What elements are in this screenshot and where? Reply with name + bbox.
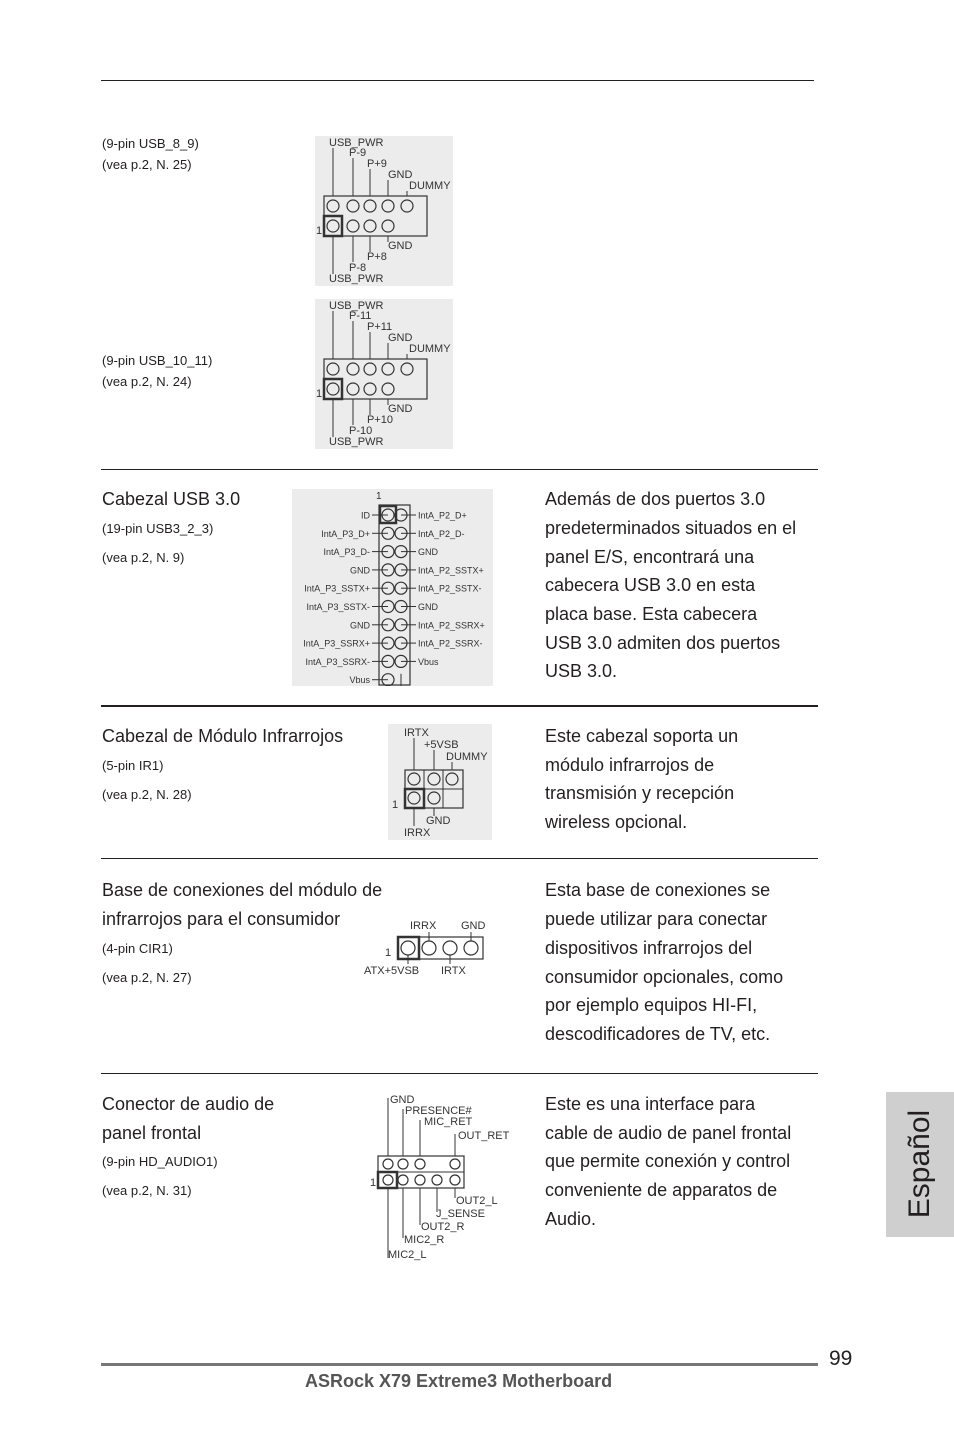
usb1011-label-usb-pwr-bottom: USB_PWR xyxy=(329,436,384,448)
ir-pins: (5-pin IR1) xyxy=(102,758,164,773)
ir-label-gnd: GND xyxy=(426,815,451,827)
usb3-right-pin-label: IntA_P2_SSTX- xyxy=(418,583,482,594)
usb3-left-pin-label: GND xyxy=(350,620,370,631)
ir-label-dummy: DUMMY xyxy=(446,751,488,763)
ir-title: Cabezal de Módulo Infrarrojos xyxy=(102,726,344,746)
usb89-label-usb-pwr-top: USB_PWR xyxy=(329,137,384,149)
audio-ref: (vea p.2, N. 31) xyxy=(102,1183,192,1198)
footer-rule xyxy=(101,1363,818,1366)
usb3-left-pin-label: ID xyxy=(361,510,370,521)
usb3-left-pin-label: GND xyxy=(350,565,370,576)
usb1011-label-dummy: DUMMY xyxy=(409,343,451,355)
usb3-left-pin-label: IntA_P3_SSRX+ xyxy=(303,638,370,649)
cir-ref: (vea p.2, N. 27) xyxy=(102,970,192,985)
usb3-left-pin-label: IntA_P3_D- xyxy=(323,547,370,558)
audio-label-presence: PRESENCE# xyxy=(405,1105,472,1117)
usb89-label-p-8: P-8 xyxy=(349,262,367,274)
page-number: 99 xyxy=(829,1347,853,1370)
ir-desc-line: módulo infrarrojos de xyxy=(545,755,715,775)
usb3-right-pin-label: IntA_P2_SSTX+ xyxy=(418,565,484,576)
usb3-right-pin-label: GND xyxy=(418,602,438,612)
usb3-desc-line: USB 3.0. xyxy=(545,661,618,681)
audio-desc-line: Audio. xyxy=(545,1209,597,1229)
audio-title-line1: Conector de audio de xyxy=(102,1094,275,1114)
cir-desc-line: descodificadores de TV, etc. xyxy=(545,1024,771,1044)
usb89-label-p+9: P+9 xyxy=(367,158,387,170)
cir-label-irrx: IRRX xyxy=(410,920,437,932)
usb1011-label-gnd-bottom: GND xyxy=(388,403,413,415)
language-side-tab xyxy=(886,1092,954,1237)
divider-usb3 xyxy=(101,469,818,470)
cir-pins: (4-pin CIR1) xyxy=(102,941,173,956)
divider-ir xyxy=(101,705,818,707)
usb89-label-usb-pwr-bottom: USB_PWR xyxy=(329,273,384,285)
divider-audio xyxy=(101,1073,818,1074)
cir-desc-line: puede utilizar para conectar xyxy=(545,909,768,929)
audio-label-j-sense: J_SENSE xyxy=(436,1208,485,1220)
usb89-ref: (vea p.2, N. 25) xyxy=(102,157,192,172)
usb3-header-diagram xyxy=(292,489,493,686)
audio-label-out2-l: OUT2_L xyxy=(456,1195,498,1207)
audio-label-mic2-r: MIC2_R xyxy=(404,1234,445,1246)
audio-label-out-ret: OUT_RET xyxy=(458,1130,510,1142)
usb3-left-pin-label: Vbus xyxy=(349,675,370,686)
usb1011-pin1-label: 1 xyxy=(316,388,323,400)
ir-desc-line: wireless opcional. xyxy=(545,812,688,832)
usb3-desc-line: Además de dos puertos 3.0 xyxy=(545,489,766,509)
ir-desc-line: transmisión y recepción xyxy=(545,783,735,803)
audio-desc-line: cable de audio de panel frontal xyxy=(545,1123,792,1143)
usb89-header-diagram xyxy=(315,136,453,286)
usb1011-label-gnd-top: GND xyxy=(388,332,413,344)
ir-pin1-label: 1 xyxy=(392,799,399,811)
usb1011-label-p-10: P-10 xyxy=(349,425,373,437)
usb89-label-p-9: P-9 xyxy=(349,147,367,159)
usb3-pin1-label: 1 xyxy=(376,491,382,502)
cir-label-atx5vsb: ATX+5VSB xyxy=(364,965,420,977)
audio-label-mic2-l: MIC2_L xyxy=(388,1249,427,1261)
usb1011-label-usb-pwr-top: USB_PWR xyxy=(329,300,384,312)
cir-title-line1: Base de conexiones del módulo de xyxy=(102,880,383,900)
ir-header-diagram xyxy=(388,724,492,840)
usb3-right-pin-label: IntA_P2_SSRX+ xyxy=(418,620,485,631)
audio-desc-line: que permite conexión y control xyxy=(545,1151,791,1171)
audio-pin1-label: 1 xyxy=(370,1177,377,1189)
usb3-desc-line: placa base. Esta cabecera xyxy=(545,604,758,624)
usb3-left-pin-label: IntA_P3_SSRX- xyxy=(305,656,370,667)
usb1011-label-p+11: P+11 xyxy=(367,321,393,333)
cir-desc-line: consumidor opcionales, como xyxy=(545,967,784,987)
usb1011-ref: (vea p.2, N. 24) xyxy=(102,374,192,389)
cir-pin1-label: 1 xyxy=(385,947,392,959)
audio-title-line2: panel frontal xyxy=(102,1123,202,1143)
audio-label-gnd: GND xyxy=(390,1094,415,1106)
cir-desc-line: dispositivos infrarrojos del xyxy=(545,938,753,958)
cir-label-irtx: IRTX xyxy=(441,965,466,977)
audio-desc-line: Este es una interface para xyxy=(545,1094,756,1114)
cir-desc-line: Esta base de conexiones se xyxy=(545,880,771,900)
audio-desc-line: conveniente de apparatos de xyxy=(545,1180,778,1200)
footer-title: ASRock X79 Extreme3 Motherboard xyxy=(305,1371,613,1391)
ir-desc-line: Este cabezal soporta un xyxy=(545,726,739,746)
cir-header-diagram xyxy=(360,914,495,980)
usb3-left-pin-label: IntA_P3_D+ xyxy=(321,528,370,539)
ir-label-irrx: IRRX xyxy=(404,827,431,839)
cir-label-gnd: GND xyxy=(461,920,486,932)
top-rule xyxy=(101,80,814,81)
audio-label-out2-r: OUT2_R xyxy=(421,1221,465,1233)
divider-cir xyxy=(101,858,818,859)
audio-header-diagram xyxy=(366,1092,511,1262)
usb89-pins: (9-pin USB_8_9) xyxy=(102,136,199,151)
usb89-label-p+8: P+8 xyxy=(367,251,387,263)
usb3-desc-line: panel E/S, encontrará una xyxy=(545,547,755,567)
ir-label-irtx: IRTX xyxy=(404,727,429,739)
usb89-label-dummy: DUMMY xyxy=(409,180,451,192)
usb3-right-pin-label: IntA_P2_D+ xyxy=(418,510,467,521)
cir-title-line2: infrarrojos para el consumidor xyxy=(102,909,341,929)
usb3-desc-line: cabecera USB 3.0 en esta xyxy=(545,575,756,595)
usb3-left-pin-label: IntA_P3_SSTX+ xyxy=(304,583,370,594)
usb1011-header-diagram xyxy=(315,299,453,449)
usb3-right-pin-label: IntA_P2_D- xyxy=(418,528,465,539)
usb3-right-pin-label: GND xyxy=(418,547,438,558)
usb3-desc-line: USB 3.0 admiten dos puertos xyxy=(545,633,781,653)
usb3-ref: (vea p.2, N. 9) xyxy=(102,550,185,565)
usb1011-pins: (9-pin USB_10_11) xyxy=(102,353,213,368)
usb3-right-pin-label: IntA_P2_SSRX- xyxy=(418,638,483,649)
language-side-tab-label: Español xyxy=(903,1109,936,1219)
ir-label-5vsb: +5VSB xyxy=(424,739,459,751)
usb3-title: Cabezal USB 3.0 xyxy=(102,489,241,509)
audio-pins: (9-pin HD_AUDIO1) xyxy=(102,1154,218,1169)
usb3-left-pin-label: IntA_P3_SSTX- xyxy=(306,602,370,612)
usb89-label-gnd-bottom: GND xyxy=(388,240,413,252)
usb1011-label-p-11: P-11 xyxy=(349,310,372,322)
ir-ref: (vea p.2, N. 28) xyxy=(102,787,192,802)
usb89-pin1-label: 1 xyxy=(316,225,323,237)
usb3-desc-line: predeterminados situados en el xyxy=(545,518,797,538)
audio-label-mic-ret: MIC_RET xyxy=(424,1116,473,1128)
usb3-pins: (19-pin USB3_2_3) xyxy=(102,521,214,536)
cir-desc-line: por ejemplo equipos HI-FI, xyxy=(545,995,758,1015)
usb3-right-pin-label: Vbus xyxy=(418,656,439,667)
usb1011-label-p+10: P+10 xyxy=(367,414,393,426)
usb89-label-gnd-top: GND xyxy=(388,169,413,181)
